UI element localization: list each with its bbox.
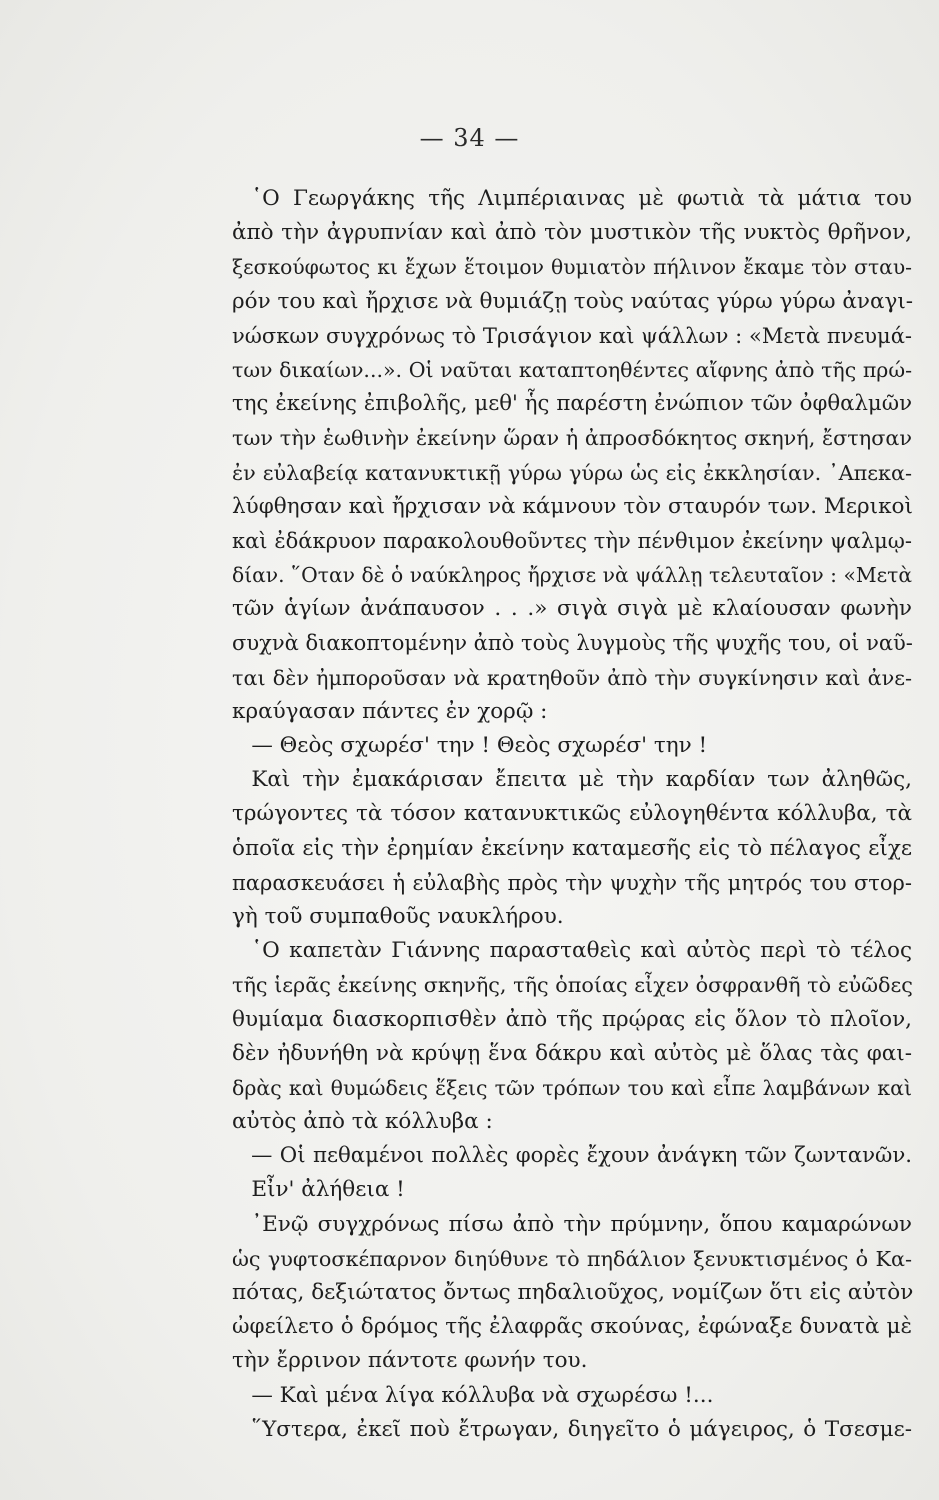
body-text: [232, 182, 912, 1447]
text-line: λύφθησαν καὶ ἤρχισαν νὰ κάμνουν τὸν σταυρόν των. Μερικοὶ: [232, 493, 913, 519]
text-line: δρὰς καὶ θυμώδεις ἕξεις τῶν τρόπων του καὶ εἶπε λαμβάνων καὶ: [232, 1075, 912, 1100]
text-line: των δικαίων...». Οἱ ναῦται καταπτοηθέντες αἴφνης ἀπὸ τῆς πρώ-: [232, 357, 912, 382]
text-line: ξεσκούφωτος κι ἔχων ἕτοιμον θυμιατὸν πήλινον ἔκαμε τὸν σταυ-: [232, 255, 912, 280]
text-line: θυμίαμα διασκορπισθὲν ἀπὸ τῆς πρῴρας εἰς ὅλον τὸ πλοῖον,: [232, 1006, 912, 1032]
text-line: τῶν ἁγίων ἀνάπαυσον . . .» σιγὰ σιγὰ μὲ κλαίουσαν φωνὴν: [232, 596, 912, 622]
text-line: ῾Ο καπετὰν Γιάννης παρασταθεὶς καὶ αὐτὸς περὶ τὸ τέλος: [251, 938, 912, 964]
text-line: γὴ τοῦ συμπαθοῦς ναυκλήρου.: [232, 903, 564, 929]
text-line: δὲν ἠδυνήθη νὰ κρύψῃ ἕνα δάκρυ καὶ αὐτὸς μὲ ὅλας τὰς φαι-: [232, 1040, 912, 1066]
text-line: αὐτὸς ἀπὸ τὰ κόλλυβα :: [232, 1109, 493, 1135]
text-line: ρόν του καὶ ἤρχισε νὰ θυμιάζῃ τοὺς ναύτας γύρω γύρω ἀναγι-: [232, 288, 914, 314]
text-line: δίαν. ῞Οταν δὲ ὁ ναύκληρος ἤρχισε νὰ ψάλλῃ τελευταῖον : «Μετὰ: [232, 563, 912, 588]
text-line: συχνὰ διακοπτομένην ἀπὸ τοὺς λυγμοὺς τῆς ψυχῆς του, οἱ ναῦ-: [232, 631, 913, 656]
text-line: ἀπὸ τὴν ἀγρυπνίαν καὶ ἀπὸ τὸν μυστικὸν τῆς νυκτὸς θρῆνον,: [232, 220, 912, 246]
text-line: — Καὶ μένα λίγα κόλλυβα νὰ σχωρέσω !...: [251, 1382, 714, 1408]
text-line: νώσκων συγχρόνως τὸ Τρισάγιον καὶ ψάλλων : «Μετὰ πνευμά-: [232, 323, 912, 348]
text-line: καὶ ἐδάκρυον παρακολουθοῦντες τὴν πένθιμον ἐκείνην ψαλμῳ-: [232, 528, 912, 553]
text-line: ᾽Ενῷ συγχρόνως πίσω ἀπὸ τὴν πρύμνην, ὅπου καμαρώνων: [251, 1211, 912, 1237]
text-line: ὡς γυφτοσκέπαρνον διηύθυνε τὸ πηδάλιον ξενυκτισμένος ὁ Κα-: [232, 1246, 912, 1271]
text-line: τρώγοντες τὰ τόσον κατανυκτικῶς εὐλογηθέντα κόλλυβα, τὰ: [232, 801, 912, 827]
text-line: κραύγασαν πάντες ἐν χορῷ :: [232, 698, 548, 724]
text-line: Εἶν' ἀλήθεια !: [251, 1177, 405, 1203]
text-line: ὠφείλετο ὁ δρόμος τῆς ἐλαφρᾶς σκούνας, ἐφώναξε δυνατὰ μὲ: [232, 1314, 912, 1340]
text-line: — Οἱ πεθαμένοι πολλὲς φορὲς ἔχουν ἀνάγκη τῶν ζωντανῶν.: [251, 1143, 912, 1169]
text-line: ῾Ο Γεωργάκης τῆς Λιμπέριαινας μὲ φωτιὰ τὰ μάτια του: [251, 186, 912, 211]
text-line: τῆς ἱερᾶς ἐκείνης σκηνῆς, τῆς ὁποίας εἶχεν ὀσφρανθῆ τὸ εὐῶδες: [232, 973, 913, 998]
text-line: ἐν εὐλαβείᾳ κατανυκτικῇ γύρω γύρω ὡς εἰς ἐκκλησίαν. ᾽Απεκα-: [232, 460, 912, 485]
text-line: πότας, δεξιώτατος ὄντως πηδαλιοῦχος, νομίζων ὅτι εἰς αὐτὸν: [232, 1280, 914, 1305]
text-line: — Θεὸς σχωρέσ' την ! Θεὸς σχωρέσ' την !: [251, 733, 708, 758]
text-line: τὴν ἔρρινον πάντοτε φωνήν του.: [232, 1348, 588, 1374]
text-line: ῞Υστερα, ἐκεῖ ποὺ ἔτρωγαν, διηγεῖτο ὁ μάγειρος, ὁ Τσεσμε-: [251, 1416, 912, 1442]
text-line: της ἐκείνης ἐπιβολῆς, μεθ' ἧς παρέστη ἐνώπιον τῶν ὀφθαλμῶν: [232, 391, 912, 417]
text-line: ται δὲν ἠμποροῦσαν νὰ κρατηθοῦν ἀπὸ τὴν συγκίνησιν καὶ ἀνε-: [232, 665, 912, 690]
text-line: ὁποῖα εἰς τὴν ἐρημίαν ἐκείνην καταμεσῆς εἰς τὸ πέλαγος εἶχε: [232, 835, 912, 861]
page-number: — 34 —: [419, 124, 520, 152]
text-line: Καὶ τὴν ἐμακάρισαν ἔπειτα μὲ τὴν καρδίαν των ἀληθῶς,: [251, 767, 912, 793]
text-line: των τὴν ἑωθινὴν ἐκείνην ὥραν ἡ ἀπροσδόκητος σκηνή, ἔστησαν: [232, 426, 912, 451]
text-line: παρασκευάσει ἡ εὐλαβὴς πρὸς τὴν ψυχὴν τῆς μητρός του στορ-: [232, 870, 912, 895]
